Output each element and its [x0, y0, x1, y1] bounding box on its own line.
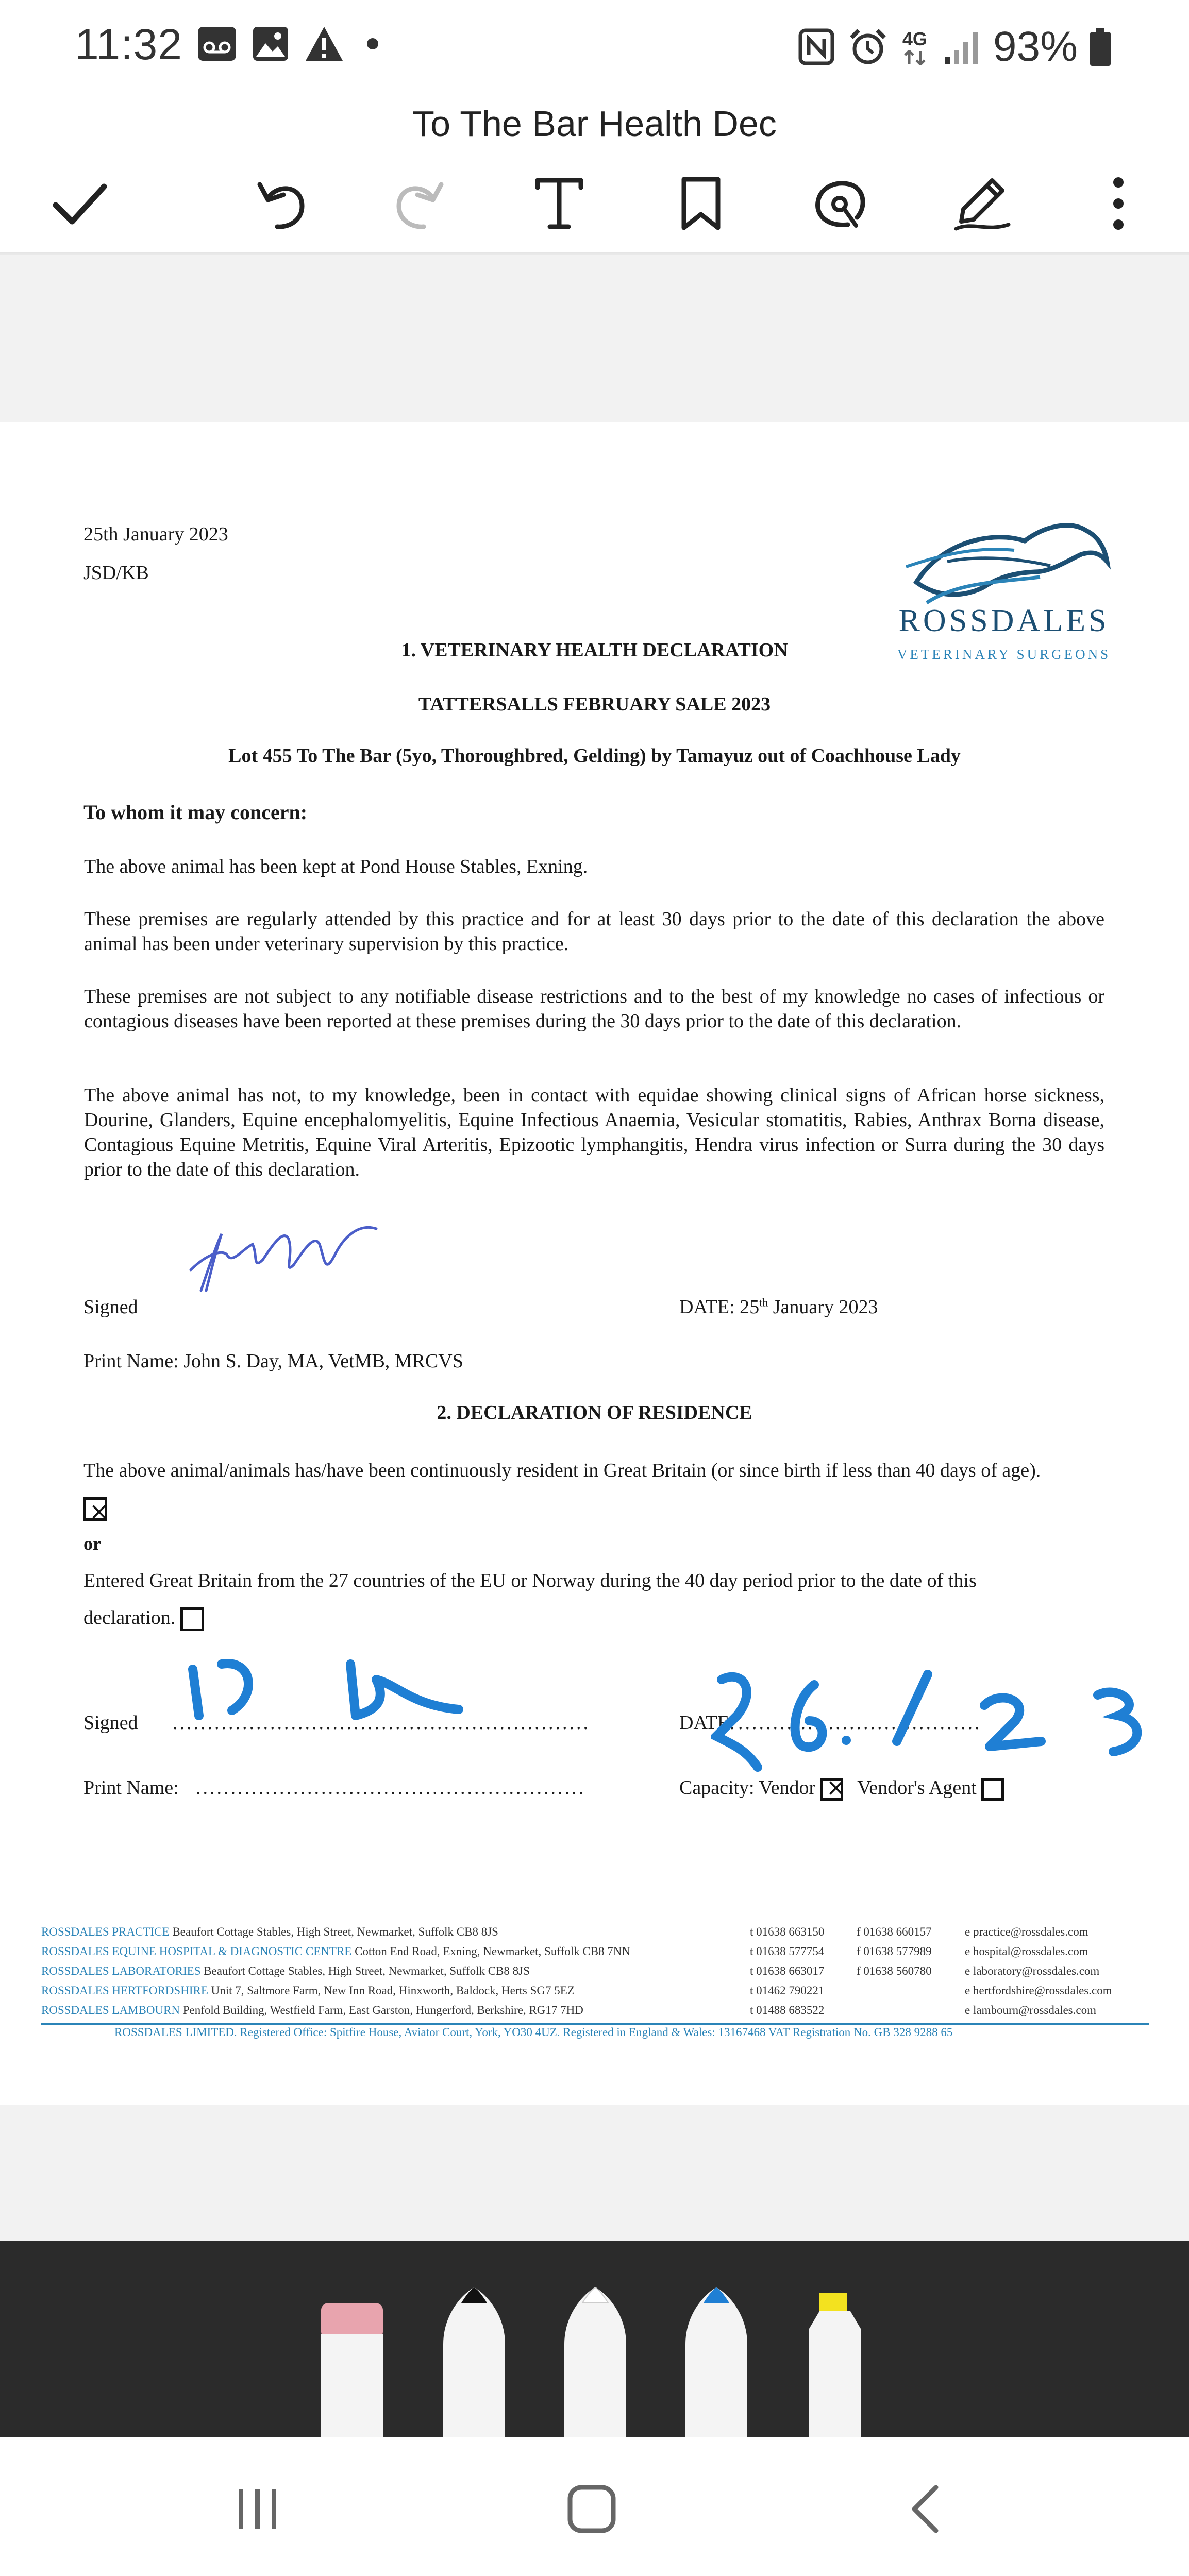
paragraph-diseases: The above animal has not, to my knowledge, been in contact with equidae showing clinical signs of African horse sickness, Dourine, Glanders, Equine encephalomyelitis, Equine Infectious Anaemia, Vesicular stomatitis, Rabies, Anthrax Borna disease, Contagious Equine Metritis, Equine Viral Arteritis, Epizootic lymphangitis, Hendra virus infection or Surra during the 30 days prior to the date of this declaration.: [84, 1084, 1104, 1180]
footer-row: [41, 1964, 530, 1978]
date-dotted-line: ...................................: [738, 1712, 982, 1734]
home-icon: [566, 2483, 617, 2535]
footer-name: ROSSDALES PRACTICE: [41, 1925, 170, 1938]
vendor-agent-label: Vendor's Agent: [857, 1777, 977, 1799]
footer-email: e practice@rossdales.com: [965, 1925, 1088, 1938]
toolbar: [0, 165, 1189, 252]
battery-icon: [1089, 27, 1112, 67]
signed-label-2: Signed: [83, 1712, 138, 1734]
footer-fax: f 01638 560780: [857, 1964, 932, 1977]
pen-tray: [0, 2241, 1189, 2437]
eraser-tool[interactable]: [319, 2303, 386, 2437]
footer-tel: t 01638 663150: [750, 1925, 825, 1938]
footer-email: e hospital@rossdales.com: [965, 1945, 1088, 1958]
vet-signature: [186, 1213, 381, 1301]
battery-percent: 93%: [993, 23, 1078, 70]
paragraph-kept: The above animal has been kept at Pond House Stables, Exning.: [84, 856, 588, 877]
navigation-bar: [0, 2437, 1189, 2576]
alert-icon: [304, 24, 344, 64]
recents-icon: [235, 2486, 281, 2532]
lot-title: Lot 455 To The Bar (5yo, Thoroughbred, Gelding) by Tamayuz out of Coachhouse Lady: [228, 745, 961, 767]
alarm-icon: [848, 27, 888, 67]
footer-divider: [41, 2023, 1149, 2025]
footer-address: Beaufort Cottage Stables, High Street, Newmarket, Suffolk CB8 8JS: [172, 1925, 498, 1938]
print-name-label: Print Name:: [83, 1777, 179, 1799]
section1-title: 1. VETERINARY HEALTH DECLARATION: [401, 639, 788, 661]
home-button[interactable]: [556, 2473, 628, 2545]
more-options-button[interactable]: [1080, 165, 1157, 242]
logo-subtitle: VETERINARY SURGEONS: [897, 647, 1111, 662]
residence-text-entered: Entered Great Britain from the 27 countries of the EU or Norway during the 40 day period prior to the date of this declaration.: [83, 1570, 977, 1629]
blue-pen-tool[interactable]: [683, 2282, 750, 2437]
status-time: 11:32: [75, 20, 182, 69]
entered-checkbox[interactable]: [180, 1607, 204, 1631]
image-icon: [250, 24, 291, 64]
undo-icon: [253, 175, 309, 232]
check-icon: [52, 180, 108, 227]
footer-row: [41, 1925, 498, 1939]
declaration-date-suffix: th: [759, 1296, 768, 1309]
footer-name: ROSSDALES LABORATORIES: [41, 1964, 201, 1977]
footer-tel: t 01488 683522: [750, 2004, 825, 2016]
footer-row: [41, 1984, 575, 1997]
footer-row: [41, 2004, 583, 2017]
declaration-date-rest: January 2023: [768, 1296, 878, 1318]
voicemail-icon: [197, 24, 237, 64]
done-button[interactable]: [41, 165, 119, 242]
back-button[interactable]: [889, 2473, 961, 2545]
letter-reference: JSD/KB: [83, 562, 149, 584]
footer-tel: t 01638 577754: [750, 1945, 825, 1958]
sale-title: TATTERSALLS FEBRUARY SALE 2023: [418, 693, 771, 715]
footer-name: ROSSDALES EQUINE HOSPITAL & DIAGNOSTIC CENTRE: [41, 1945, 352, 1958]
signed-dotted-line: ............................................................: [173, 1712, 590, 1734]
handwritten-date-ink: [711, 1664, 1165, 1788]
bookmark-button[interactable]: [662, 165, 740, 242]
footer-legal: ROSSDALES LIMITED. Registered Office: Spitfire House, Aviator Court, York, YO30 4UZ. Registered in England & Wales: 13167468 VAT Registration No. GB 328 9288 65: [114, 2026, 953, 2039]
residence-paragraph-resident: [83, 1452, 1052, 1526]
black-pen-tool[interactable]: [441, 2282, 508, 2437]
back-icon: [907, 2483, 943, 2535]
paragraph-restrictions: These premises are not subject to any notifiable disease restrictions and to the best of my knowledge no cases of infectious or contagious diseases have been reported at these premises during the 30 days prior to the date of this declaration.: [84, 986, 1104, 1032]
residence-text-resident: The above animal/animals has/have been continuously resident in Great Britain (or since birth if less than 40 days of age).: [83, 1460, 1041, 1481]
document-title: To The Bar Health Dec: [412, 104, 777, 144]
residence-paragraph-entered: [83, 1562, 1052, 1636]
undo-button[interactable]: [242, 165, 320, 242]
document-page[interactable]: [0, 422, 1189, 2105]
status-bar: [0, 0, 1189, 88]
declaration-date-label: DATE: 25: [679, 1296, 760, 1318]
footer-address: Unit 7, Saltmore Farm, New Inn Road, Hinxworth, Baldock, Herts SG7 5EZ: [211, 1984, 575, 1997]
more-icon: [1108, 175, 1129, 232]
or-label: or: [83, 1533, 101, 1554]
status-right-icons: [796, 23, 1112, 71]
white-pen-tool[interactable]: [562, 2282, 629, 2437]
footer-email: e hertfordshire@rossdales.com: [965, 1984, 1112, 1997]
recents-button[interactable]: [222, 2473, 294, 2545]
footer-row: [41, 1945, 630, 1958]
letter-date: 25th January 2023: [83, 523, 228, 545]
footer-name: ROSSDALES HERTFORDSHIRE: [41, 1984, 208, 1997]
4g-icon: [899, 27, 930, 67]
canvas-bottom-margin: [0, 2105, 1189, 2241]
footer-address: Penfold Building, Westfield Farm, East Garston, Hungerford, Berkshire, RG17 7HD: [182, 2004, 583, 2016]
footer-email: e lambourn@rossdales.com: [965, 2004, 1096, 2016]
capacity-vendor-label: Capacity: Vendor: [679, 1777, 816, 1799]
footer-fax: f 01638 660157: [857, 1925, 932, 1938]
paragraph-attended: These premises are regularly attended by this practice and for at least 30 days prior to the date of this declaration the above animal has been under veterinary supervision by this practice.: [84, 908, 1104, 955]
redo-button[interactable]: [381, 165, 459, 242]
salutation: To whom it may concern:: [83, 801, 308, 824]
print-name-dotted-line: ........................................................: [196, 1777, 585, 1799]
declaration-date: [679, 1296, 878, 1318]
vet-print-name: Print Name: John S. Day, MA, VetMB, MRCVS: [83, 1350, 463, 1372]
redo-icon: [392, 175, 448, 232]
signal-icon: [942, 27, 982, 67]
nfc-icon: [796, 27, 836, 67]
text-tool-button[interactable]: [521, 165, 598, 242]
footer-address: Cotton End Road, Exning, Newmarket, Suffolk CB8 7NN: [355, 1945, 631, 1958]
text-icon: [533, 175, 585, 232]
footer-name: ROSSDALES LAMBOURN: [41, 2004, 180, 2016]
yellow-highlighter-tool[interactable]: [804, 2293, 866, 2437]
bookmark-icon: [678, 175, 724, 232]
handwritten-signature-ink: [180, 1649, 469, 1736]
network-label: 4G: [902, 28, 927, 49]
signed-label: Signed: [83, 1296, 138, 1318]
resident-checkbox[interactable]: [83, 1497, 107, 1521]
status-left-icons: [197, 24, 378, 64]
dot-icon: [367, 38, 378, 49]
canvas-top-margin: [0, 255, 1189, 422]
pen-icon: [951, 175, 1013, 232]
footer-address: Beaufort Cottage Stables, High Street, Newmarket, Suffolk CB8 8JS: [204, 1964, 530, 1977]
lasso-button[interactable]: [801, 165, 879, 242]
footer-email: e laboratory@rossdales.com: [965, 1964, 1100, 1977]
lasso-icon: [812, 175, 868, 232]
footer-tel: t 01462 790221: [750, 1984, 825, 1997]
date-label-2: DATE:: [679, 1712, 735, 1734]
pen-button[interactable]: [943, 165, 1020, 242]
logo-name: ROSSDALES: [898, 603, 1110, 638]
footer-fax: f 01638 577989: [857, 1945, 932, 1958]
section2-title: 2. DECLARATION OF RESIDENCE: [437, 1402, 752, 1423]
footer-tel: t 01638 663017: [750, 1964, 825, 1977]
